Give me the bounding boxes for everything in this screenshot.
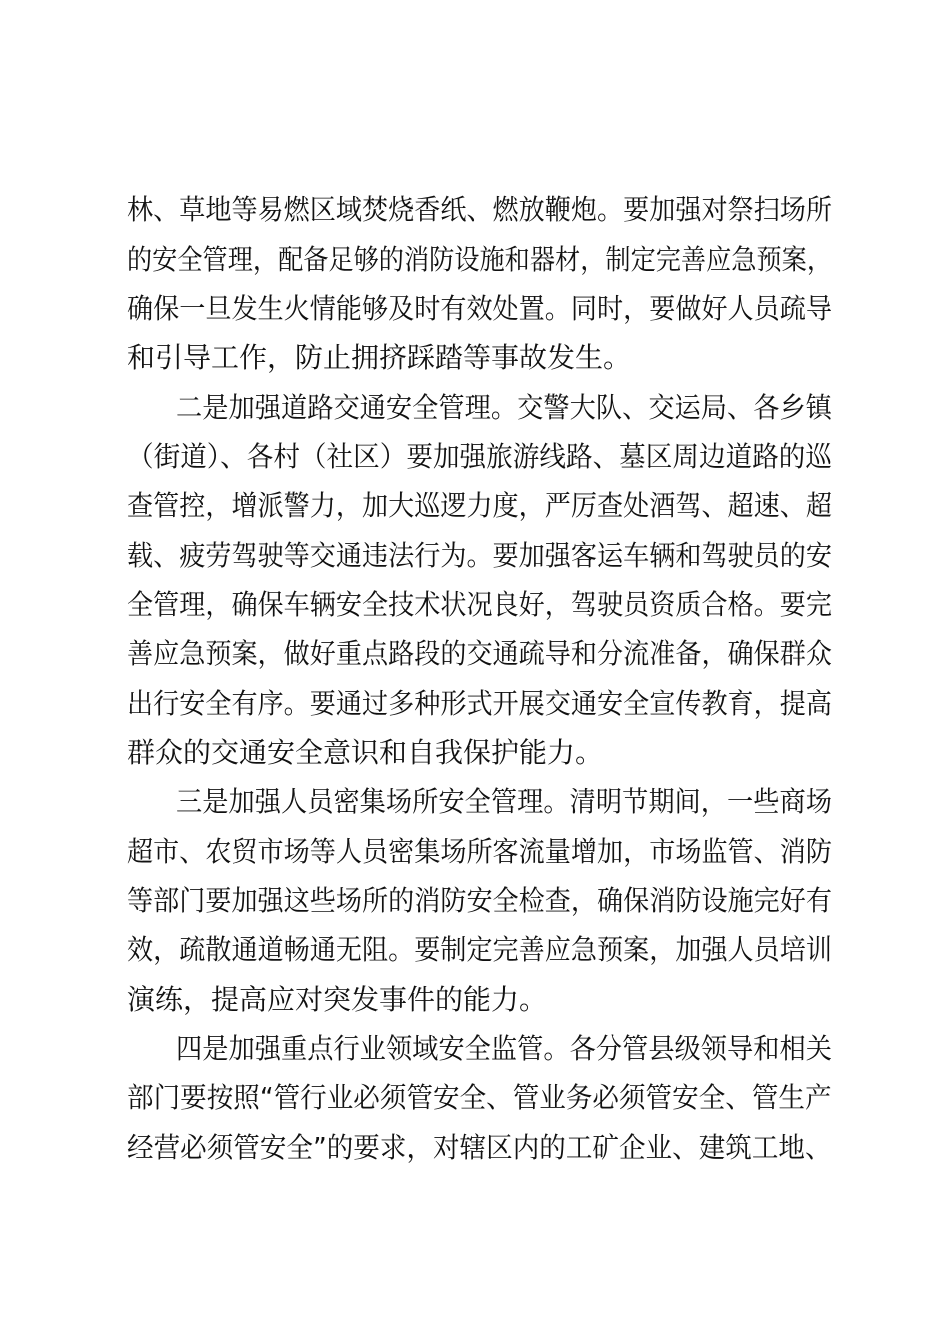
text-line: 确保一旦发生火情能够及时有效处置。同时，要做好人员疏导 [127,292,833,325]
text-line: 经营必须管安全”的要求，对辖区内的工矿企业、建筑工地、 [127,1131,832,1164]
paragraph-first-line: 三是加强人员密集场所安全管理。清明节期间，一些商场 [176,785,833,818]
text-line: 载、疲劳驾驶等交通违法行为。要加强客运车辆和驾驶员的安 [127,539,833,572]
text-line: 等部门要加强这些场所的消防安全检查，确保消防设施完好有 [127,884,833,917]
text-line: 全管理，确保车辆安全技术状况良好，驾驶员资质合格。要完 [127,588,833,621]
text-line: 群众的交通安全意识和自我保护能力。 [127,736,604,769]
text-line: 和引导工作，防止拥挤踩踏等事故发生。 [127,341,632,374]
text-line: 部门要按照“管行业必须管安全、管业务必须管安全、管生产 [127,1081,832,1114]
text-line: 超市、农贸市场等人员密集场所客流量增加，市场监管、消防 [127,835,833,868]
text-line: 的安全管理，配备足够的消防设施和器材，制定完善应急预案， [127,243,833,276]
text-line: 善应急预案，做好重点路段的交通疏导和分流准备，确保群众 [127,637,833,670]
text-line: （街道）、各村（社区）要加强旅游线路、墓区周边道路的巡 [127,440,833,473]
text-line: 演练，提高应对突发事件的能力。 [127,983,548,1016]
text-line: 林、草地等易燃区域焚烧香纸、燃放鞭炮。要加强对祭扫场所 [127,193,833,226]
text-line: 查管控，增派警力，加大巡逻力度，严厉查处酒驾、超速、超 [127,489,833,522]
text-line: 出行安全有序。要通过多种形式开展交通安全宣传教育，提高 [127,687,833,720]
paragraph-first-line: 四是加强重点行业领域安全监管。各分管县级领导和相关 [176,1032,833,1065]
text-line: 效，疏散通道畅通无阻。要制定完善应急预案，加强人员培训 [127,933,833,966]
paragraph-first-line: 二是加强道路交通安全管理。交警大队、交运局、各乡镇 [176,391,833,424]
